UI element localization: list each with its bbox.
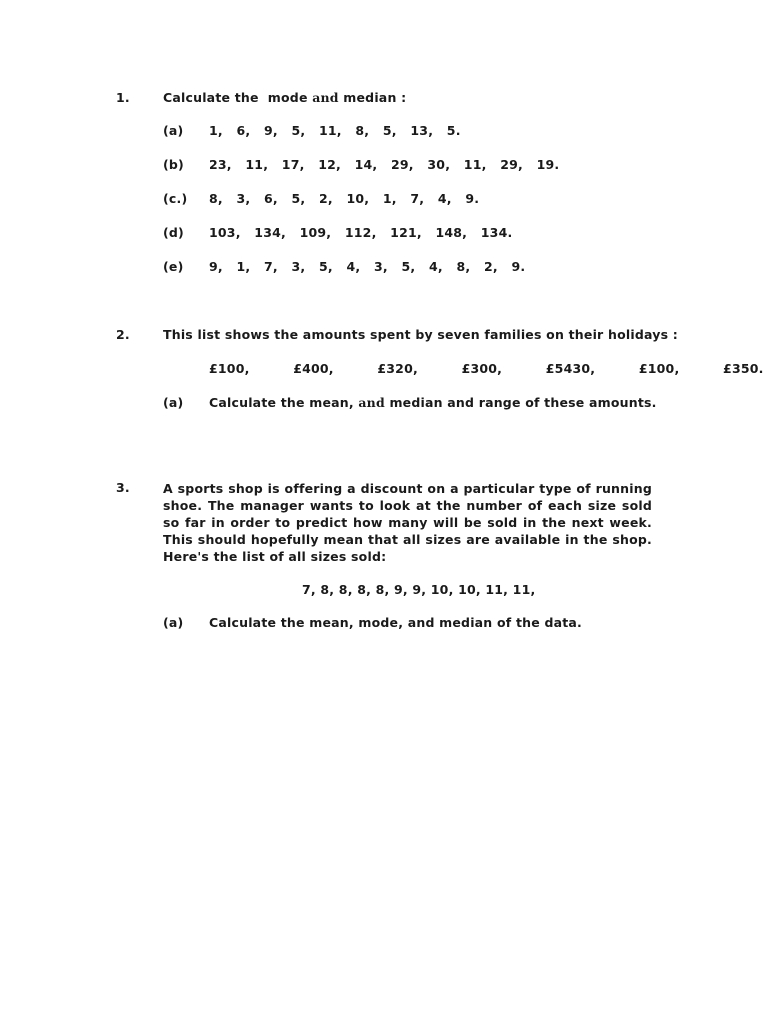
question-2-number: 2. [116, 327, 130, 342]
question-2a-text [209, 395, 657, 410]
question-2-prompt: This list shows the amounts spent by seven families on their holidays : [163, 327, 678, 342]
question-3-paragraph: A sports shop is offering a discount on a particular type of running shoe. The manager wants to look at the number of each size sold so far in order to predict how many will be sold in the next week. This should hopefully mean that all sizes are available in the shop. Here's the list of all sizes sold: [163, 481, 652, 564]
question-2-amounts: £100, £400, £320, £300, £5430, £100, £350. [209, 361, 764, 376]
question-1a-label: (a) [163, 123, 184, 138]
question-1d-data: 103, 134, 109, 112, 121, 148, 134. [209, 225, 513, 240]
question-1-prompt-and: and [312, 90, 339, 105]
question-1d-label: (d) [163, 225, 184, 240]
question-3a-text: Calculate the mean, mode, and median of the data. [209, 615, 582, 630]
question-1a-data: 1, 6, 9, 5, 11, 8, 5, 13, 5. [209, 123, 461, 138]
question-1b-label: (b) [163, 157, 184, 172]
question-1-prompt-start: Calculate the mode [163, 90, 313, 105]
question-1b-data: 23, 11, 17, 12, 14, 29, 30, 11, 29, 19. [209, 157, 560, 172]
question-3a-label: (a) [163, 615, 184, 630]
question-3-sizes-list: 7, 8, 8, 8, 8, 9, 9, 10, 10, 11, 11, [302, 582, 536, 597]
question-1c-label: (c.) [163, 191, 188, 206]
question-2a-text-start: Calculate the mean, [209, 395, 359, 410]
question-1c-data: 8, 3, 6, 5, 2, 10, 1, 7, 4, 9. [209, 191, 480, 206]
question-1-prompt [163, 90, 406, 105]
question-1e-data: 9, 1, 7, 3, 5, 4, 3, 5, 4, 8, 2, 9. [209, 259, 526, 274]
question-2a-text-and: and [358, 395, 385, 410]
question-2a-label: (a) [163, 395, 184, 410]
question-1e-label: (e) [163, 259, 184, 274]
question-2a-text-end: median and range of these amounts. [384, 395, 657, 410]
question-1-prompt-end: median : [338, 90, 407, 105]
question-1-number: 1. [116, 90, 130, 105]
question-3-number: 3. [116, 480, 130, 495]
